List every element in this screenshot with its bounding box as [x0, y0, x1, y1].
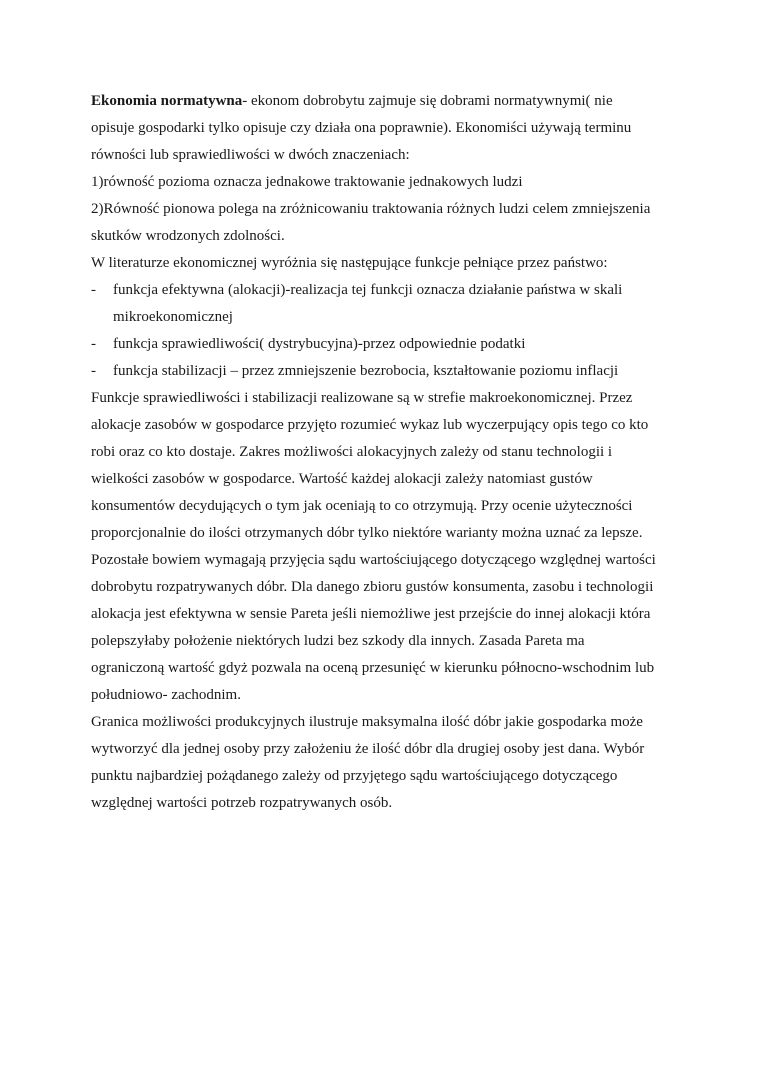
equality-vertical: 2)Równość pionowa polega na zróżnicowaniu traktowania różnych ludzi celem zmniejszenia: [91, 201, 651, 217]
paragraph-1-line: robi oraz co kto dostaje. Zakres możliwości alokacyjnych zależy od stanu technologii i: [91, 444, 613, 460]
equality-horizontal: 1)równość pozioma oznacza jednakowe traktowanie jednakowych ludzi: [91, 174, 523, 190]
list-item-stabilization: [91, 358, 681, 385]
bullet-dash: -: [91, 282, 96, 298]
paragraph-1-line: wielkości zasobów w gospodarce. Wartość każdej alokacji zależy natomiast gustów: [91, 471, 593, 487]
list-item-text: funkcja sprawiedliwości( dystrybucyjna)-przez odpowiednie podatki: [113, 336, 526, 352]
intro-line-3: równości lub sprawiedliwości w dwóch znaczeniach:: [91, 147, 410, 163]
bullet-dash: -: [91, 363, 96, 379]
paragraph-1-line: ograniczoną wartość gdyż pozwala na oceną przesunięć w kierunku północno-wschodnim lub: [91, 660, 655, 676]
paragraph-1-line: alokacje zasobów w gospodarce przyjęto rozumieć wykaz lub wyczerpujący opis tego co kto: [91, 417, 649, 433]
paragraph-1-line: alokacja jest efektywna w sensie Pareta jeśli niemożliwe jest przejście do innej alokacji która: [91, 606, 651, 622]
intro-line-1: [91, 88, 681, 115]
paragraph-2-line: punktu najbardziej pożądanego zależy od przyjętego sądu wartościującego dotyczącego: [91, 768, 618, 784]
list-item-efficiency: [91, 277, 681, 331]
paragraph-1-line: dobrobytu rozpatrywanych dóbr. Dla danego zbioru gustów konsumenta, zasobu i technologii: [91, 579, 654, 595]
intro-term: Ekonomia normatywna: [91, 93, 243, 109]
paragraph-2-line: Granica możliwości produkcyjnych ilustruje maksymalna ilość dóbr jakie gospodarka może: [91, 714, 643, 730]
paragraph-1-line: polepszyłaby położenie niektórych ludzi bez szkody dla innych. Zasada Pareta ma: [91, 633, 585, 649]
functions-intro: W literaturze ekonomicznej wyróżnia się następujące funkcje pełniące przez państwo:: [91, 255, 608, 271]
list-item-text: funkcja stabilizacji – przez zmniejszenie bezrobocia, kształtowanie poziomu inflacji: [113, 363, 619, 379]
bullet-dash: -: [91, 336, 96, 352]
list-item-text: funkcja efektywna (alokacji)-realizacja tej funkcji oznacza działanie państwa w skali: [113, 282, 623, 298]
paragraph-2-line: wytworzyć dla jednej osoby przy założeniu że ilość dóbr dla drugiej osoby jest dana. Wybór: [91, 741, 645, 757]
paragraph-1-line: południowo- zachodnim.: [91, 687, 241, 703]
paragraph-1-line: Funkcje sprawiedliwości i stabilizacji realizowane są w strefie makroekonomicznej. Przez: [91, 390, 633, 406]
list-item-justice: [91, 331, 681, 358]
paragraph-1-line: konsumentów decydujących o tym jak oceniają to co otrzymują. Przy ocenie użyteczności: [91, 498, 633, 514]
intro-line-1-rest: - ekonom dobrobytu zajmuje się dobrami normatywnymi( nie: [242, 93, 613, 109]
document-body: [91, 88, 681, 817]
paragraph-2-line: względnej wartości potrzeb rozpatrywanych osób.: [91, 795, 393, 811]
equality-vertical-cont: skutków wrodzonych zdolności.: [91, 228, 285, 244]
paragraph-1-line: Pozostałe bowiem wymagają przyjęcia sądu wartościującego dotyczącego względnej wartości: [91, 552, 656, 568]
intro-line-2: opisuje gospodarki tylko opisuje czy działa ona poprawnie). Ekonomiści używają terminu: [91, 120, 632, 136]
paragraph-1-line: proporcjonalnie do ilości otrzymanych dóbr tylko niektóre warianty można uznać za lepsze.: [91, 525, 643, 541]
list-item-text-cont: mikroekonomicznej: [113, 309, 233, 325]
